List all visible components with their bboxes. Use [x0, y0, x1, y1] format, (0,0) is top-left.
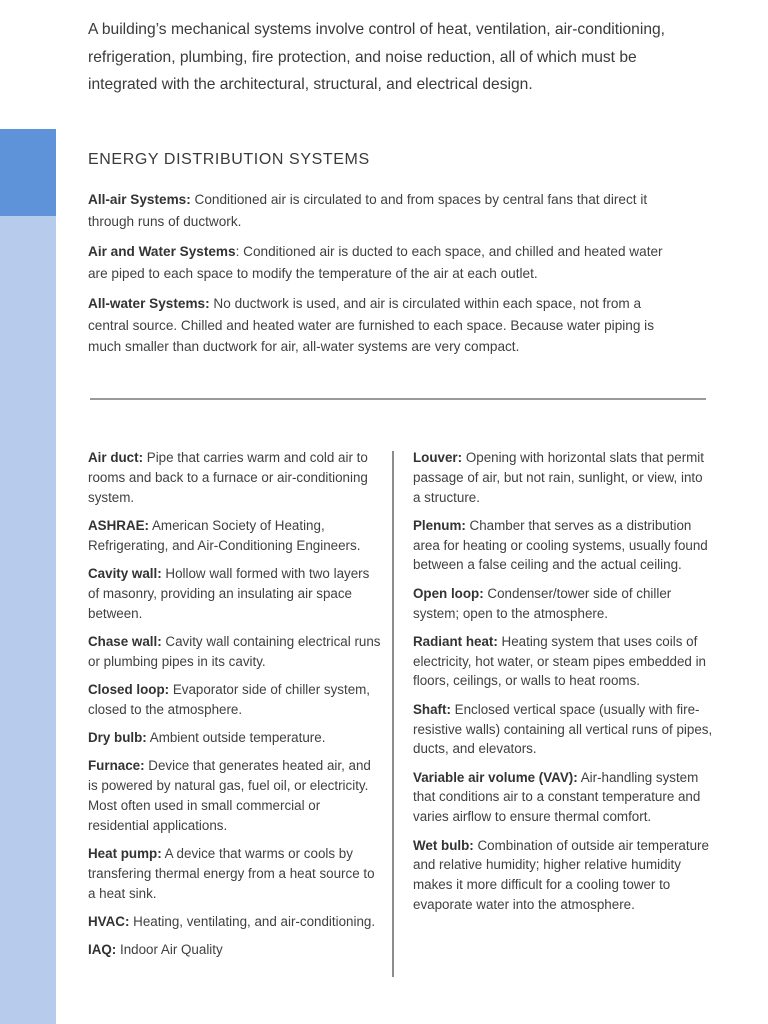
glossary-definition: Heating, ventilating, and air-conditioning. [129, 913, 376, 929]
glossary-definition: A device that warms or cools by transfering thermal energy from a heat source to a heat sink. [88, 846, 375, 901]
glossary-term: Plenum: [413, 517, 466, 533]
glossary-term: Furnace: [88, 758, 145, 774]
glossary-entry [413, 632, 713, 691]
glossary-entry [413, 584, 713, 624]
glossary-definition: Ambient outside temperature. [146, 730, 326, 746]
glossary-term: Louver: [413, 450, 463, 465]
system-entry-all-air [88, 189, 678, 232]
glossary-term: Shaft: [413, 701, 451, 717]
glossary-definition: Pipe that carries warm and cold air to rooms and back to a furnace or air-conditioning system. [88, 450, 368, 505]
glossary-term: Radiant heat: [413, 633, 498, 649]
glossary-entry [88, 448, 384, 507]
glossary-term: IAQ: [88, 942, 117, 958]
glossary-entry [413, 448, 713, 507]
glossary-left-column [88, 448, 384, 969]
glossary-term: ASHRAE: [88, 517, 150, 533]
glossary-entry [413, 516, 713, 575]
glossary-entry [413, 836, 713, 915]
system-entry-all-water [88, 293, 678, 358]
glossary-right-column [413, 448, 713, 923]
horizontal-divider [90, 398, 706, 400]
glossary-definition: Evaporator side of chiller system, closed to the atmosphere. [88, 681, 371, 717]
glossary-definition: Device that generates heated air, and is powered by natural gas, fuel oil, or electricity. Most often used in small commercial or residential applications. [88, 758, 371, 833]
glossary-definition: Hollow wall formed with two layers of masonry, providing an insulating air space between. [88, 565, 370, 621]
system-text: Conditioned air is circulated to and from spaces by central fans that direct it through runs of ductwork. [88, 192, 648, 229]
glossary-definition: Indoor Air Quality [116, 942, 223, 958]
glossary-entry [88, 844, 384, 903]
glossary-definition: Condenser/tower side of chiller system; open to the atmosphere. [413, 585, 672, 621]
glossary-entry [88, 728, 384, 748]
glossary-term: Dry bulb: [88, 730, 147, 746]
glossary-entry [88, 756, 384, 835]
glossary-term: Heat pump: [88, 846, 162, 862]
glossary-entry [88, 632, 384, 672]
systems-list [88, 189, 678, 367]
system-term: Air and Water Systems [88, 244, 236, 259]
glossary-term: Closed loop: [88, 681, 170, 697]
column-divider [392, 451, 394, 977]
glossary-term: Open loop: [413, 585, 484, 601]
glossary-definition: American Society of Heating, Refrigerating, and Air-Conditioning Engineers. [88, 517, 361, 553]
glossary-term: Air duct: [88, 450, 144, 465]
system-term: All-air Systems: [88, 192, 191, 207]
glossary-entry [413, 768, 713, 827]
glossary-term: Cavity wall: [88, 565, 162, 581]
glossary-entry [88, 940, 384, 960]
glossary-definition: Enclosed vertical space (usually with fire-resistive walls) containing all vertical runs of pipes, ducts, and elevators. [413, 701, 713, 757]
glossary-entry [88, 912, 384, 932]
glossary-term: HVAC: [88, 913, 130, 929]
glossary-definition: Cavity wall containing electrical runs or plumbing pipes in its cavity. [88, 633, 381, 669]
glossary-entry [88, 516, 384, 556]
glossary-definition: Chamber that serves as a distribution area for heating or cooling systems, usually found between a false ceiling and the actual ceiling. [413, 517, 708, 573]
system-entry-air-and-water [88, 241, 678, 284]
glossary-entry [88, 564, 384, 623]
side-color-accent [0, 129, 56, 216]
intro-paragraph: A building’s mechanical systems involve control of heat, ventilation, air-conditioning, refrigeration, plumbing, fire protection, and noise reduction, all of which must be integrated with the architectural, structural, and electrical design. [88, 21, 665, 93]
glossary-term: Variable air volume (VAV): [413, 769, 578, 785]
glossary-definition: Air-handling system that conditions air to a constant temperature and varies airflow to ensure thermal comfort. [413, 769, 701, 825]
glossary-term: Wet bulb: [413, 837, 474, 853]
system-text: No ductwork is used, and air is circulated within each space, not from a central source. Chilled and heated water are furnished to each space. Because water piping is much smaller than ductwork for air, all-water systems are very compact. [88, 296, 654, 354]
section-title: ENERGY DISTRIBUTION SYSTEMS [88, 151, 370, 168]
glossary-definition: Combination of outside air temperature and relative humidity; higher relative humidity makes it more difficult for a cooling tower to evaporate water into the atmosphere. [413, 837, 709, 912]
side-color-bar [0, 129, 56, 1024]
system-term: All-water Systems: [88, 296, 210, 311]
glossary-entry [88, 680, 384, 720]
glossary-definition: Heating system that uses coils of electricity, hot water, or steam pipes embedded in floors, ceilings, or walls to heat rooms. [413, 633, 707, 689]
glossary-entry [413, 700, 713, 759]
glossary-term: Chase wall: [88, 633, 162, 649]
glossary-definition: Opening with horizontal slats that permit passage of air, but not rain, sunlight, or view, into a structure. [413, 450, 705, 505]
system-text: : Conditioned air is ducted to each space, and chilled and heated water are piped to each space to modify the temperature of the air at each outlet. [88, 244, 663, 281]
